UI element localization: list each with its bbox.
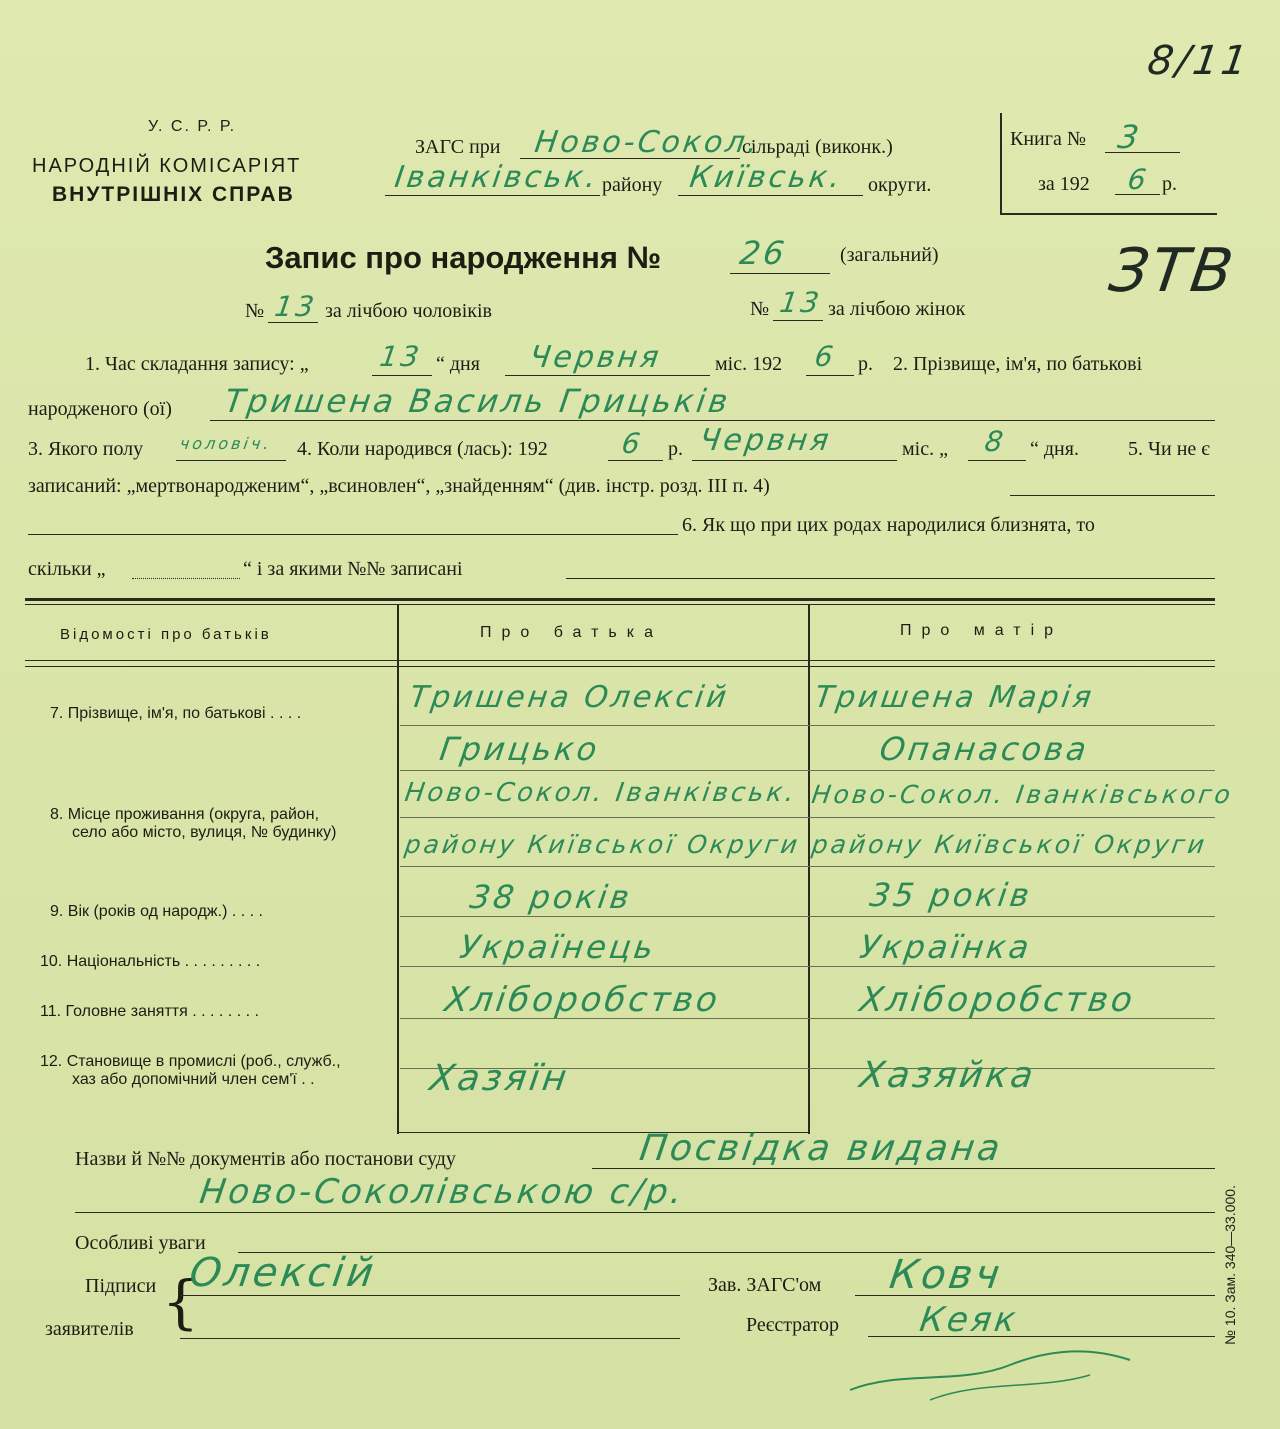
row12-label2: хаз або допомічний член сем'ї . . bbox=[72, 1071, 315, 1088]
docs-label: Назви й №№ документів або постанови суду bbox=[75, 1148, 456, 1170]
archive-number-mark: 8/11 bbox=[1144, 38, 1254, 84]
f6-label2b: “ і за якими №№ записані bbox=[243, 558, 463, 580]
signatures-label2: заявителів bbox=[45, 1318, 134, 1340]
book-number-line bbox=[1105, 152, 1180, 153]
record-title: Запис про народження № bbox=[265, 240, 662, 275]
f4-day-hw: 8 bbox=[982, 425, 1009, 458]
f1-day-suffix: “ дня bbox=[436, 353, 480, 375]
table-header-rule bbox=[25, 660, 1215, 661]
head-label: Зав. ЗАГС'ом bbox=[708, 1274, 822, 1296]
f4-year-line bbox=[608, 460, 663, 461]
okrug-line bbox=[678, 195, 863, 196]
f4-year-suffix: р. bbox=[668, 438, 683, 460]
docs-value-hw: Посвідка видана bbox=[637, 1128, 1006, 1169]
f6-numbers-line bbox=[566, 578, 1215, 579]
okrug-hw: Київськ. bbox=[687, 160, 846, 195]
year-prefix: за 192 bbox=[1038, 173, 1090, 195]
row9-father-hw: 38 років bbox=[467, 878, 635, 916]
signatures-label1: Підписи bbox=[85, 1275, 157, 1297]
f1-year-hw: 6 bbox=[812, 340, 839, 373]
f5-value-line bbox=[1010, 495, 1215, 496]
head-signature-hw: Ковч bbox=[886, 1252, 1006, 1298]
row12-label: 12. Становище в промислі (роб., служб., bbox=[40, 1053, 341, 1070]
ussr-label: У. С. Р. Р. bbox=[148, 118, 237, 135]
row8-label2: село або місто, вулиця, № будинку) bbox=[72, 824, 337, 841]
applicant-sig-line1 bbox=[180, 1295, 680, 1296]
notes-label: Особливі уваги bbox=[75, 1232, 206, 1254]
commissariat-line2: ВНУТРІШНІХ СПРАВ bbox=[52, 183, 295, 206]
head-sig-line bbox=[855, 1295, 1215, 1296]
f4-month-line bbox=[692, 460, 897, 461]
registrar-signature-hw: Кеяк bbox=[917, 1300, 1021, 1340]
row12-mother-hw: Хазяйка bbox=[857, 1055, 1039, 1096]
row8-father-hw: Ново-Сокол. Іванківськ. bbox=[402, 778, 799, 808]
f1-year-prefix: міс. 192 bbox=[715, 353, 783, 375]
f3-value-hw: чоловіч. bbox=[178, 434, 274, 453]
docs-value-line bbox=[592, 1168, 1215, 1169]
table-header-info: Відомості про батьків bbox=[60, 626, 272, 643]
okrug-label: округи. bbox=[868, 174, 932, 196]
male-label: за лічбою чоловіків bbox=[325, 300, 492, 322]
docs-value2-hw: Ново-Соколівською с/р. bbox=[197, 1172, 688, 1212]
record-number-line bbox=[730, 273, 830, 274]
row8-mother-hw: Ново-Сокол. Іванківського bbox=[809, 780, 1236, 809]
table-col-divider-1 bbox=[397, 604, 399, 1134]
female-prefix: № bbox=[750, 298, 770, 320]
table-header-father: Про батька bbox=[480, 624, 663, 641]
f2-label: 2. Прізвище, ім'я, по батькові bbox=[893, 353, 1143, 375]
f1-month-hw: Червня bbox=[527, 340, 664, 375]
male-number-hw: 13 bbox=[272, 290, 319, 323]
row7-father-hw: Тришена Олексій bbox=[407, 680, 732, 715]
book-label: Книга № bbox=[1010, 128, 1086, 150]
row9-label: 9. Вік (років од народж.) . . . . bbox=[50, 903, 263, 920]
f2-value-hw: Тришена Василь Грицьків bbox=[222, 382, 734, 420]
notes-line bbox=[238, 1252, 1215, 1253]
f1-year-suffix: р. bbox=[858, 353, 873, 375]
row8-father2-hw: району Київської Округи bbox=[402, 830, 803, 859]
row7-father2-hw: Грицько bbox=[437, 730, 603, 768]
table-top-rule-2 bbox=[25, 604, 1215, 605]
ruled-line bbox=[400, 725, 1215, 726]
district-label: району bbox=[602, 174, 663, 196]
zags-village-hw: Ново-Сокол. bbox=[532, 125, 763, 160]
f1-day-line bbox=[372, 375, 432, 376]
row12-father-hw: Хазяїн bbox=[427, 1058, 572, 1099]
row7-mother-hw: Тришена Марія bbox=[812, 680, 1097, 715]
f6-label: 6. Як що при цих родах народилися близнята, то bbox=[682, 514, 1095, 536]
male-number-line bbox=[268, 322, 318, 323]
signatures-brace: { bbox=[162, 1268, 199, 1336]
f4-label: 4. Коли народився (лась): 192 bbox=[297, 438, 548, 460]
row11-mother-hw: Хліборобство bbox=[857, 980, 1138, 1020]
f1-day-hw: 13 bbox=[377, 340, 424, 373]
row7-label: 7. Прізвище, ім'я, по батькові . . . . bbox=[50, 705, 302, 722]
row10-father-hw: Українець bbox=[457, 928, 659, 966]
year-suffix: р. bbox=[1162, 173, 1177, 195]
f2-value-line bbox=[210, 420, 1215, 421]
row10-label: 10. Національність . . . . . . . . . bbox=[40, 953, 261, 970]
district-hw: Іванківськ. bbox=[392, 160, 601, 195]
commissariat-line1: НАРОДНІЙ КОМІСАРІЯТ bbox=[32, 155, 302, 177]
row11-label: 11. Головне заняття . . . . . . . . bbox=[40, 1003, 259, 1020]
f4-year-hw: 6 bbox=[619, 427, 646, 460]
f1-label: 1. Час складання запису: „ bbox=[85, 353, 309, 375]
table-col-divider-2 bbox=[808, 604, 810, 1134]
zags-prefix: ЗАГС при bbox=[415, 136, 501, 158]
ruled-line bbox=[400, 817, 1215, 818]
ruled-line bbox=[400, 770, 1215, 771]
registrar-label: Реєстратор bbox=[746, 1314, 840, 1336]
row8-label: 8. Місце проживання (округа, район, bbox=[50, 806, 320, 823]
f1-month-line bbox=[505, 375, 710, 376]
female-number-line bbox=[773, 320, 823, 321]
male-prefix: № bbox=[245, 300, 265, 322]
applicant-sig-line2 bbox=[180, 1338, 680, 1339]
row9-mother-hw: 35 років bbox=[867, 876, 1035, 914]
year-digit-hw: 6 bbox=[1125, 163, 1152, 196]
f6-count-line bbox=[132, 578, 240, 579]
f5-label: 5. Чи не є bbox=[1128, 438, 1210, 460]
f3-label: 3. Якого полу bbox=[28, 438, 144, 460]
table-header-rule-2 bbox=[25, 666, 1215, 667]
year-digit-line bbox=[1115, 194, 1160, 195]
female-label: за лічбою жінок bbox=[828, 298, 966, 320]
f4-month-suffix: міс. „ bbox=[902, 438, 948, 460]
ruled-line bbox=[400, 966, 1215, 967]
docs-value2-line bbox=[75, 1212, 1215, 1213]
f4-day-suffix: “ дня. bbox=[1030, 438, 1079, 460]
f5-label2: записаний: „мертвонародженим“, „всиновлен“, „знайденням“ (див. інстр. розд. III п. 4) bbox=[28, 475, 770, 497]
form-print-note: № 10. Зам. 340—33.000. bbox=[1222, 1185, 1238, 1345]
book-number-hw: 3 bbox=[1115, 118, 1145, 156]
initials-hw: ЗТВ bbox=[1105, 236, 1241, 306]
table-header-mother: Про матір bbox=[900, 622, 1064, 639]
signature-flourish bbox=[840, 1330, 1140, 1410]
row8-mother2-hw: району Київської Округи bbox=[809, 830, 1210, 859]
zags-village-line bbox=[520, 158, 740, 159]
f1-year-line bbox=[806, 375, 854, 376]
row10-mother-hw: Українка bbox=[857, 928, 1035, 966]
district-line bbox=[385, 195, 600, 196]
f4-month-hw: Червня bbox=[697, 423, 834, 458]
row11-father-hw: Хліборобство bbox=[442, 980, 723, 1020]
applicant-signature-hw: Олексій bbox=[186, 1250, 380, 1296]
table-top-rule bbox=[25, 598, 1215, 601]
record-note: (загальний) bbox=[840, 244, 939, 266]
ruled-line bbox=[400, 866, 1215, 867]
f3-value-line bbox=[176, 460, 286, 461]
zags-suffix: сільраді (виконк.) bbox=[742, 136, 893, 158]
row7-mother2-hw: Опанасова bbox=[877, 730, 1092, 768]
ruled-line bbox=[400, 916, 1215, 917]
f4-day-line bbox=[968, 460, 1026, 461]
f6-label2a: скільки „ bbox=[28, 558, 106, 580]
f2-label2: народженого (ої) bbox=[28, 398, 172, 420]
female-number-hw: 13 bbox=[777, 286, 824, 319]
f6-blank-line bbox=[28, 534, 678, 535]
record-number-hw: 26 bbox=[737, 234, 790, 272]
